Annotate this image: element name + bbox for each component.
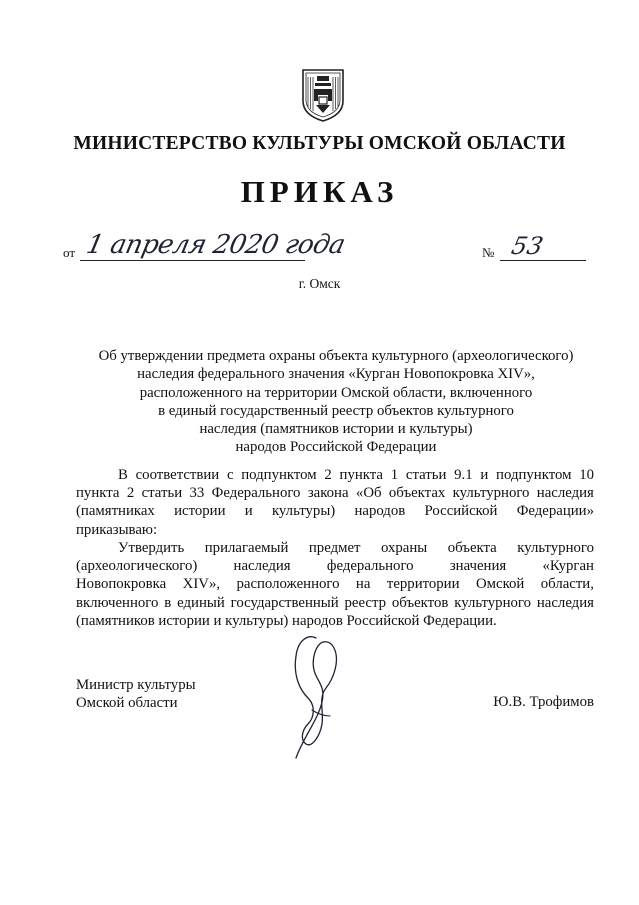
word: и bbox=[480, 467, 489, 483]
word: федерального bbox=[326, 558, 414, 575]
word: охраны bbox=[380, 540, 428, 556]
word: статьи bbox=[141, 485, 183, 502]
word: 10 bbox=[579, 467, 594, 483]
word: объектах bbox=[388, 485, 446, 502]
ministry-name: МИНИСТЕРСТВО КУЛЬТУРЫ ОМСКОЙ ОБЛАСТИ bbox=[73, 133, 566, 154]
title-line: Об утверждении предмета охраны объекта культурного (археологического) bbox=[98, 348, 574, 364]
coat-of-arms-icon bbox=[300, 67, 346, 123]
justified-line bbox=[76, 557, 594, 575]
justified-line bbox=[76, 502, 594, 520]
city-line: г. Омск bbox=[298, 276, 341, 291]
justified-line bbox=[76, 539, 594, 557]
number-underline bbox=[500, 260, 586, 261]
word: Федерального bbox=[211, 485, 301, 502]
word: культуры) bbox=[271, 503, 336, 520]
word: культурного bbox=[517, 540, 594, 556]
word: государственный bbox=[230, 594, 339, 611]
number-prefix: № bbox=[482, 245, 495, 260]
title-line: в единый государственный реестр объектов культурного bbox=[158, 402, 514, 419]
word: Омской bbox=[475, 576, 525, 593]
title-line: расположенного на территории Омской области, включенного bbox=[139, 384, 533, 401]
justified-line bbox=[76, 594, 594, 612]
word: значения bbox=[449, 558, 507, 575]
word: пункта bbox=[339, 467, 383, 483]
handwritten-date: 1 апреля 2020 года bbox=[83, 230, 348, 260]
word: Утвердить bbox=[118, 540, 185, 556]
title-line: народов Российской Федерации bbox=[235, 439, 437, 456]
word: расположенного bbox=[236, 576, 340, 593]
word: объектов bbox=[391, 594, 449, 611]
title-line: наследия федерального значения «Курган Новопокровка XIV», bbox=[137, 366, 535, 383]
justified-line bbox=[76, 575, 594, 593]
word: наследия bbox=[233, 558, 291, 575]
word: В bbox=[118, 467, 128, 483]
signatory-name: Ю.В. Трофимов bbox=[493, 694, 594, 710]
word: «Об bbox=[355, 485, 382, 502]
word: реестр bbox=[344, 594, 387, 611]
handwritten-signature bbox=[282, 632, 352, 767]
paragraph-order bbox=[76, 539, 594, 630]
word: культурного bbox=[454, 594, 531, 611]
word: 2 bbox=[324, 467, 332, 483]
word: Новопокровка bbox=[76, 576, 167, 593]
word: статьи bbox=[405, 467, 447, 483]
word: 9.1 bbox=[454, 467, 473, 483]
word: культурного bbox=[452, 485, 530, 502]
word: истории bbox=[174, 503, 226, 520]
word: 33 bbox=[189, 485, 205, 502]
justified-line bbox=[76, 484, 594, 502]
word: 1 bbox=[390, 467, 399, 483]
paragraph-basis bbox=[76, 466, 594, 539]
title-line: наследия (памятников истории и культуры) bbox=[199, 421, 473, 438]
position-line: Министр культуры bbox=[76, 677, 196, 693]
word: единый bbox=[177, 594, 225, 611]
word: 2 bbox=[126, 485, 135, 502]
document-type: ПРИКАЗ bbox=[240, 174, 399, 209]
position-line: Омской области bbox=[76, 695, 178, 712]
word: народов bbox=[354, 503, 406, 520]
date-underline bbox=[80, 260, 305, 261]
word: подпунктом bbox=[241, 467, 317, 483]
word: пункта bbox=[76, 485, 120, 502]
signatory-position bbox=[76, 676, 196, 712]
order-verb: приказываю: bbox=[76, 521, 158, 538]
word: области, bbox=[540, 576, 594, 593]
word: предмет bbox=[308, 540, 361, 556]
justified-line bbox=[76, 466, 594, 484]
word: с bbox=[226, 467, 234, 483]
word: подпунктом bbox=[496, 467, 572, 483]
word: включенного bbox=[76, 594, 159, 611]
word: объекта bbox=[447, 540, 497, 556]
paragraph-last-line: (памятников истории и культуры) народов Российской Федерации. bbox=[76, 612, 497, 629]
word: территории bbox=[386, 576, 460, 593]
word: XIV», bbox=[182, 576, 221, 593]
date-prefix: от bbox=[63, 245, 76, 260]
word: и bbox=[244, 503, 253, 520]
word: «Курган bbox=[542, 558, 594, 575]
word: наследия bbox=[536, 485, 594, 502]
word: закона bbox=[307, 485, 349, 502]
word: на bbox=[355, 576, 371, 593]
handwritten-number: 53 bbox=[509, 232, 546, 260]
word: (памятниках bbox=[76, 503, 155, 520]
word: соответствии bbox=[135, 467, 220, 483]
word: Российской bbox=[424, 503, 498, 520]
word: наследия bbox=[536, 594, 594, 611]
word: прилагаемый bbox=[204, 540, 289, 556]
word: в bbox=[164, 594, 172, 611]
word: Федерации» bbox=[516, 503, 594, 520]
word: (археологического) bbox=[76, 558, 198, 575]
order-title bbox=[60, 347, 612, 457]
